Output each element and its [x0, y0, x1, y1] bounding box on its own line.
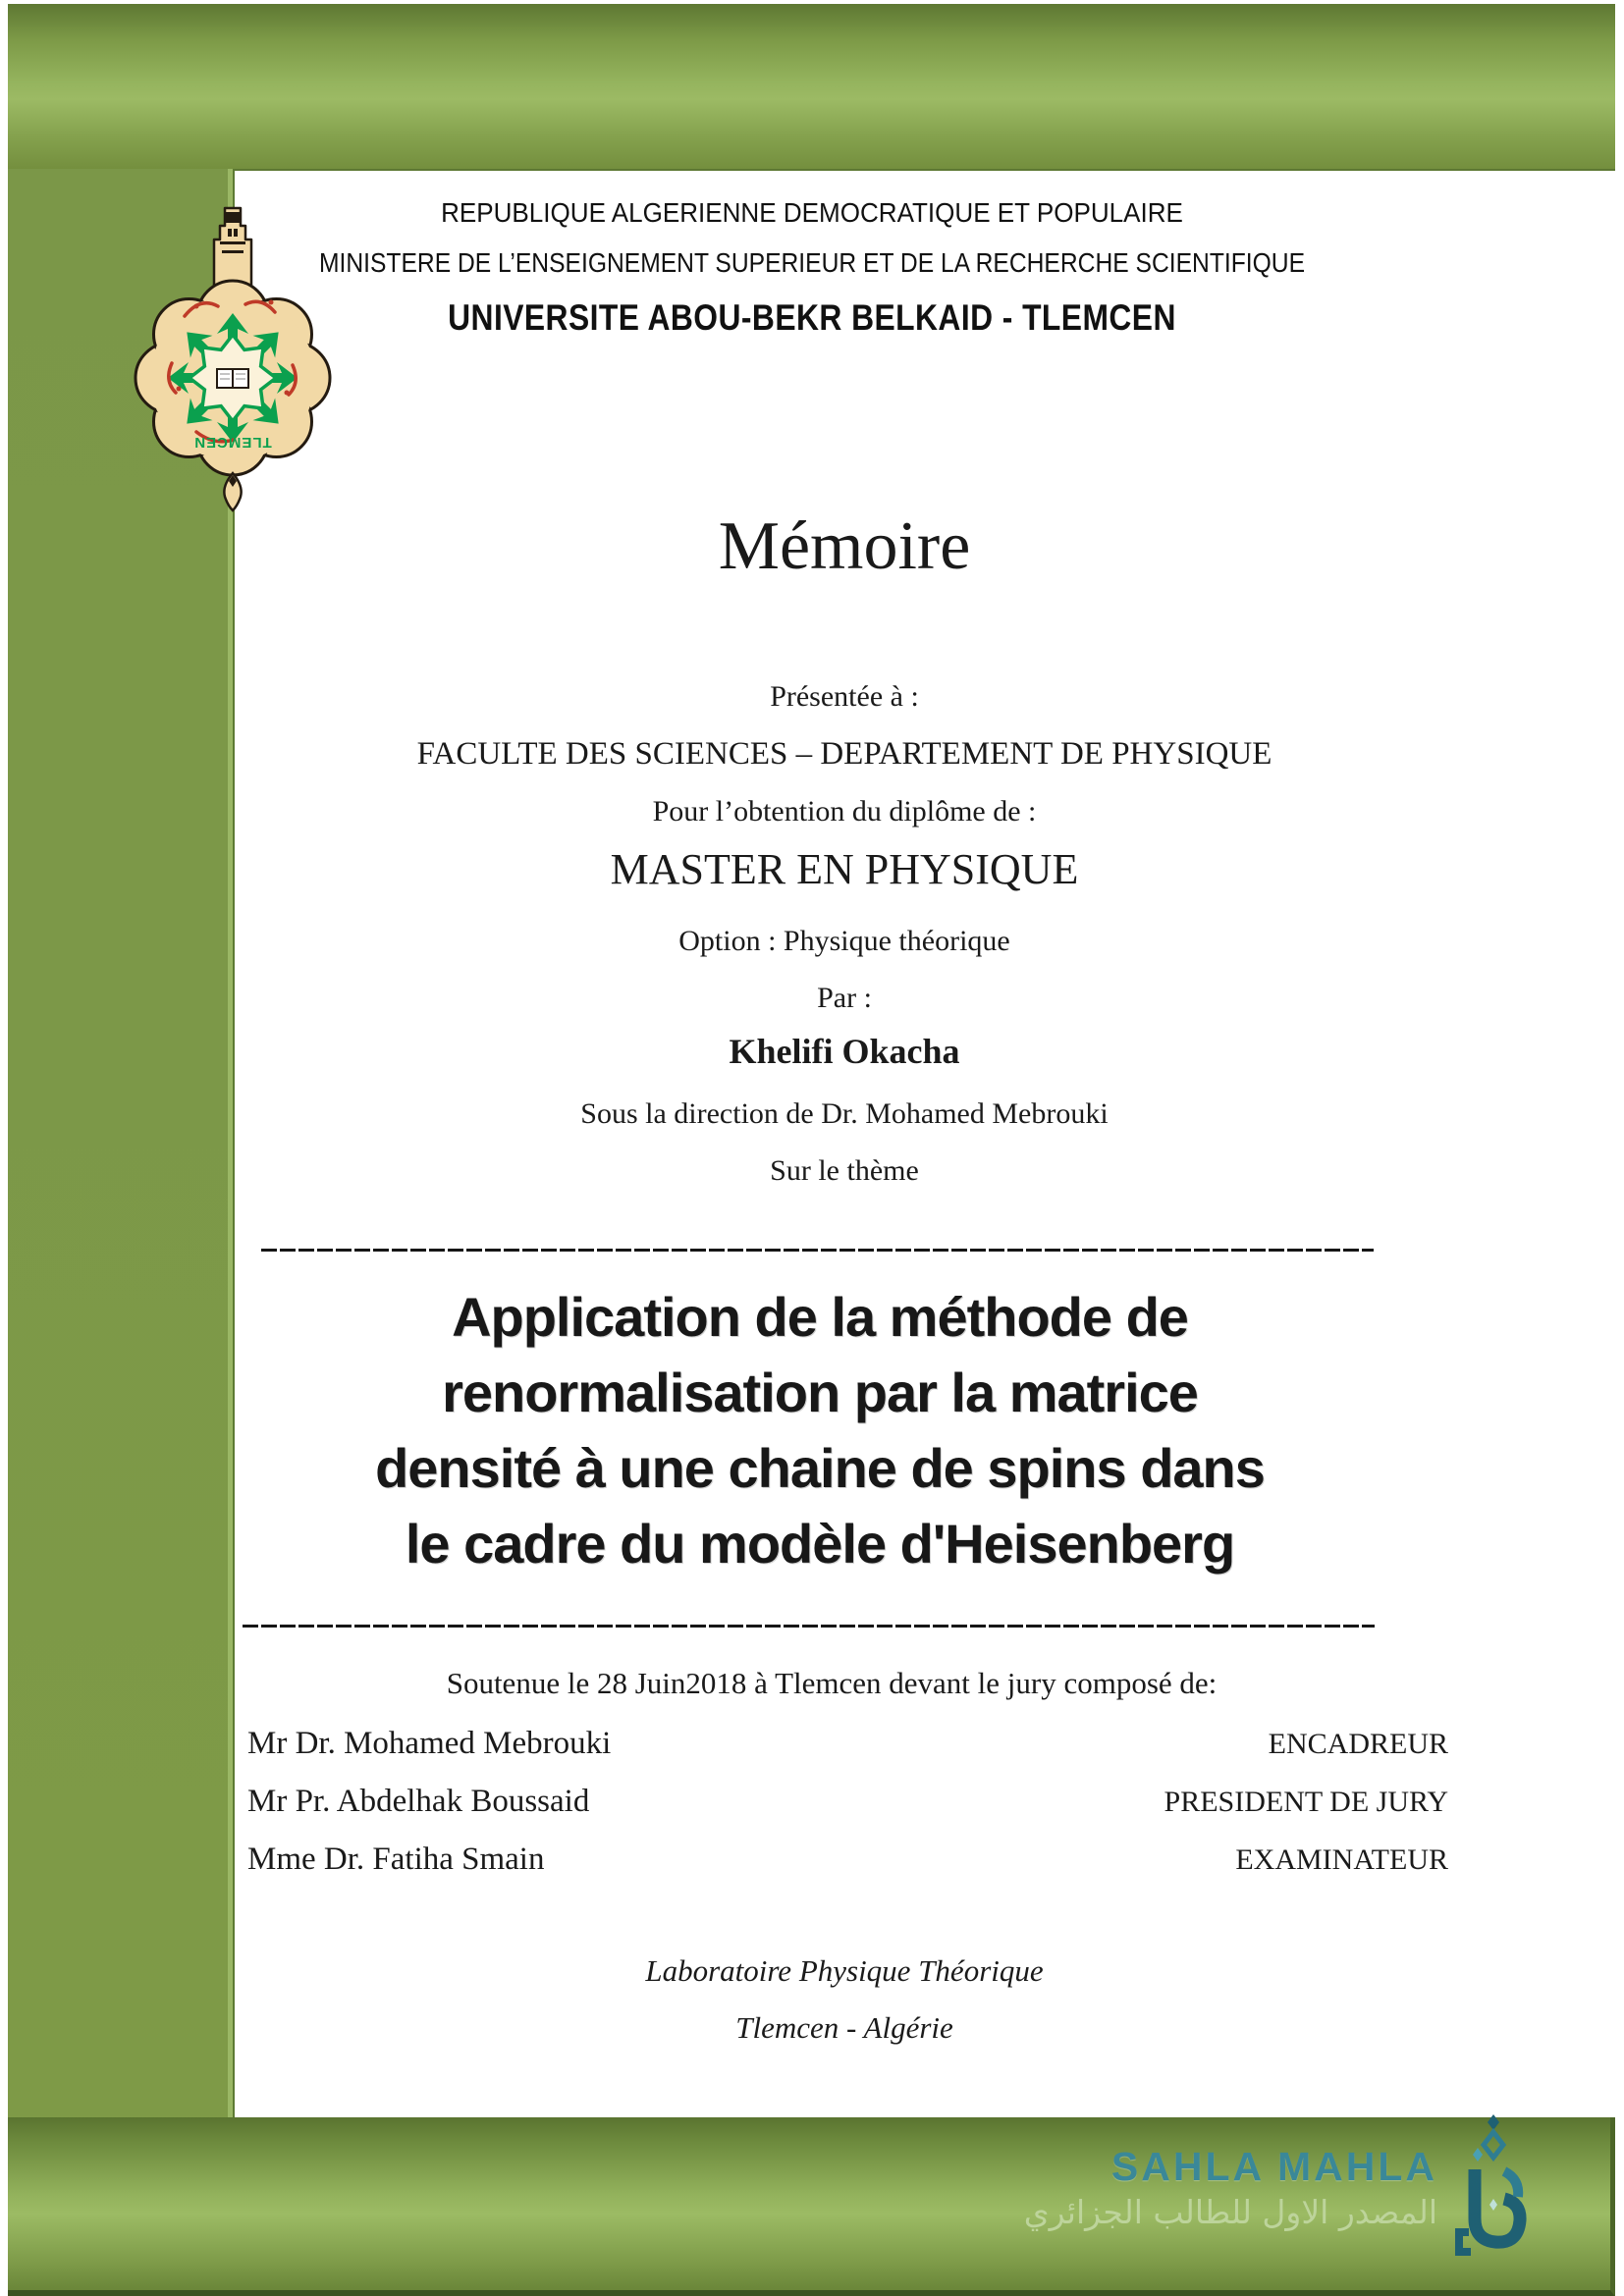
watermark-tagline-arabic: المصدر الاول للطالب الجزائري [1023, 2193, 1437, 2231]
title-separator-top [261, 1249, 1374, 1252]
laboratory-name: Laboratoire Physique Théorique [645, 1953, 1044, 1988]
emblem-caption: TLEMCEN [193, 434, 272, 451]
republic-line: REPUBLIQUE ALGERIENNE DEMOCRATIQUE ET POPULAIRE [441, 197, 1183, 228]
diploma-label: Pour l’obtention du diplôme de : [652, 795, 1037, 828]
faculty-line: FACULTE DES SCIENCES – DEPARTEMENT DE PHYSIQUE [416, 736, 1272, 772]
jury-list [247, 1724, 1448, 1897]
sahla-mahla-calligraphy-icon [1451, 2112, 1536, 2262]
jury-member-name: Mr Dr. Mohamed Mebrouki [247, 1726, 612, 1761]
open-book-icon [217, 369, 248, 388]
watermark-brand: SAHLA MAHLA [1110, 2144, 1437, 2189]
jury-member-name: Mr Pr. Abdelhak Boussaid [247, 1784, 590, 1819]
jury-member-role: ENCADREUR [1268, 1728, 1448, 1760]
title-separator-bottom [243, 1625, 1375, 1628]
document-type-title: Mémoire [718, 508, 971, 584]
university-name: UNIVERSITE ABOU-BEKR BELKAID - TLEMCEN [448, 297, 1176, 338]
jury-member-role: PRESIDENT DE JURY [1164, 1786, 1448, 1818]
by-label: Par : [817, 982, 872, 1014]
diploma-name: MASTER EN PHYSIQUE [610, 845, 1079, 893]
option-line: Option : Physique théorique [678, 925, 1010, 957]
page-header [247, 196, 1377, 341]
thesis-title-line: renormalisation par la matrice [442, 1362, 1198, 1423]
jury-member-name: Mme Dr. Fatiha Smain [247, 1842, 545, 1877]
thesis-title-line: densité à une chaine de spins dans [375, 1437, 1265, 1499]
author-name: Khelifi Okacha [729, 1032, 960, 1071]
presented-at-label: Présentée à : [770, 680, 919, 713]
watermark [884, 2144, 1437, 2231]
jury-row [247, 1840, 1448, 1880]
jury-member-role: EXAMINATEUR [1235, 1843, 1448, 1876]
thesis-title-line: Application de la méthode de [452, 1286, 1188, 1348]
defense-intro: Soutenue le 28 Juin2018 à Tlemcen devant le jury composé de: [446, 1666, 1218, 1700]
thesis-title [236, 1279, 1404, 1581]
thesis-title-line: le cadre du modèle d'Heisenberg [405, 1513, 1235, 1575]
jury-row [247, 1724, 1448, 1764]
jury-row [247, 1782, 1448, 1822]
supervision-line: Sous la direction de Dr. Mohamed Mebrouki [580, 1097, 1109, 1130]
theme-label: Sur le thème [770, 1154, 919, 1187]
ministry-line: MINISTERE DE L’ENSEIGNEMENT SUPERIEUR ET DE LA RECHERCHE SCIENTIFIQUE [318, 247, 1306, 278]
laboratory-location: Tlemcen - Algérie [735, 2010, 953, 2045]
top-green-band [8, 4, 1615, 171]
